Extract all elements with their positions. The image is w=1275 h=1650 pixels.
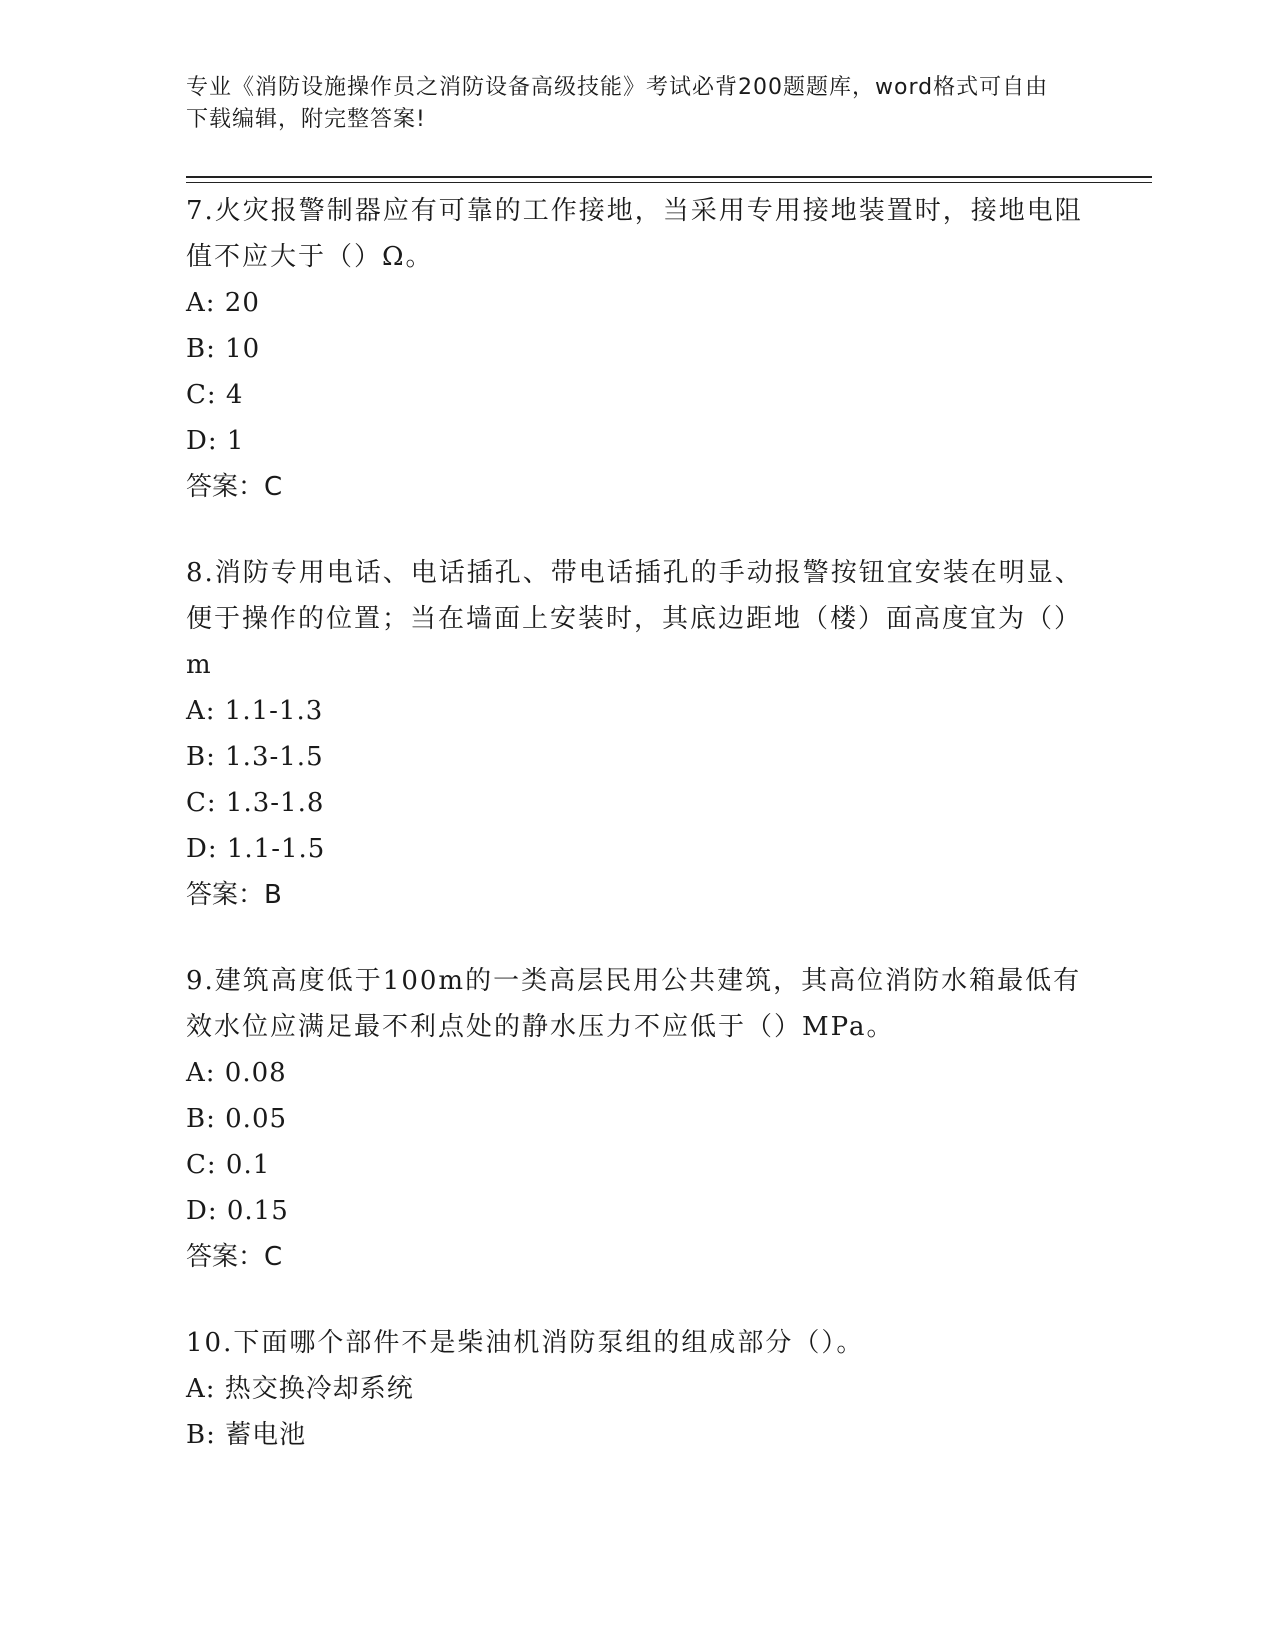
option-d: D: 0.15 [186,1196,289,1226]
question-text: 9.建筑高度低于100m的一类高层民用公共建筑，其高位消防水箱最低有效水位应满足最不利点处的静水压力不应低于（）MPa。 [186,966,1082,1042]
answer: 答案：B [186,880,282,910]
option-a: A: 20 [186,288,260,318]
option-a: A: 1.1-1.3 [186,696,324,726]
question-10 [186,1320,1086,1458]
option-c: C: 0.1 [186,1150,271,1180]
option-b: B: 10 [186,334,261,364]
option-c: C: 1.3-1.8 [186,788,325,818]
option-c: C: 4 [186,380,244,410]
answer: 答案：C [186,1242,283,1272]
question-list [186,188,1086,1498]
question-8 [186,550,1086,918]
option-d: D: 1.1-1.5 [186,834,326,864]
header-divider-thin [186,182,1152,183]
option-d: D: 1 [186,426,245,456]
option-b: B: 0.05 [186,1104,288,1134]
question-text: 10.下面哪个部件不是柴油机消防泵组的组成部分（）。 [186,1328,865,1358]
option-b: B: 蓄电池 [186,1420,307,1450]
option-a: A: 0.08 [186,1058,287,1088]
question-text: 7.火灾报警制器应有可靠的工作接地，当采用专用接地装置时，接地电阻值不应大于（）Ω。 [186,196,1083,272]
document-header: 专业《消防设施操作员之消防设备高级技能》考试必背200题题库，word格式可自由下载编辑，附完整答案! [186,75,1049,132]
question-7 [186,188,1086,510]
question-text: 8.消防专用电话、电话插孔、带电话插孔的手动报警按钮宜安装在明显、便于操作的位置；当在墙面上安装时，其底边距地（楼）面高度宜为（）m [186,558,1083,680]
answer: 答案：C [186,472,283,502]
option-b: B: 1.3-1.5 [186,742,324,772]
option-a: A: 热交换冷却系统 [186,1374,414,1404]
question-9 [186,958,1086,1280]
header-divider-thick [186,176,1152,178]
